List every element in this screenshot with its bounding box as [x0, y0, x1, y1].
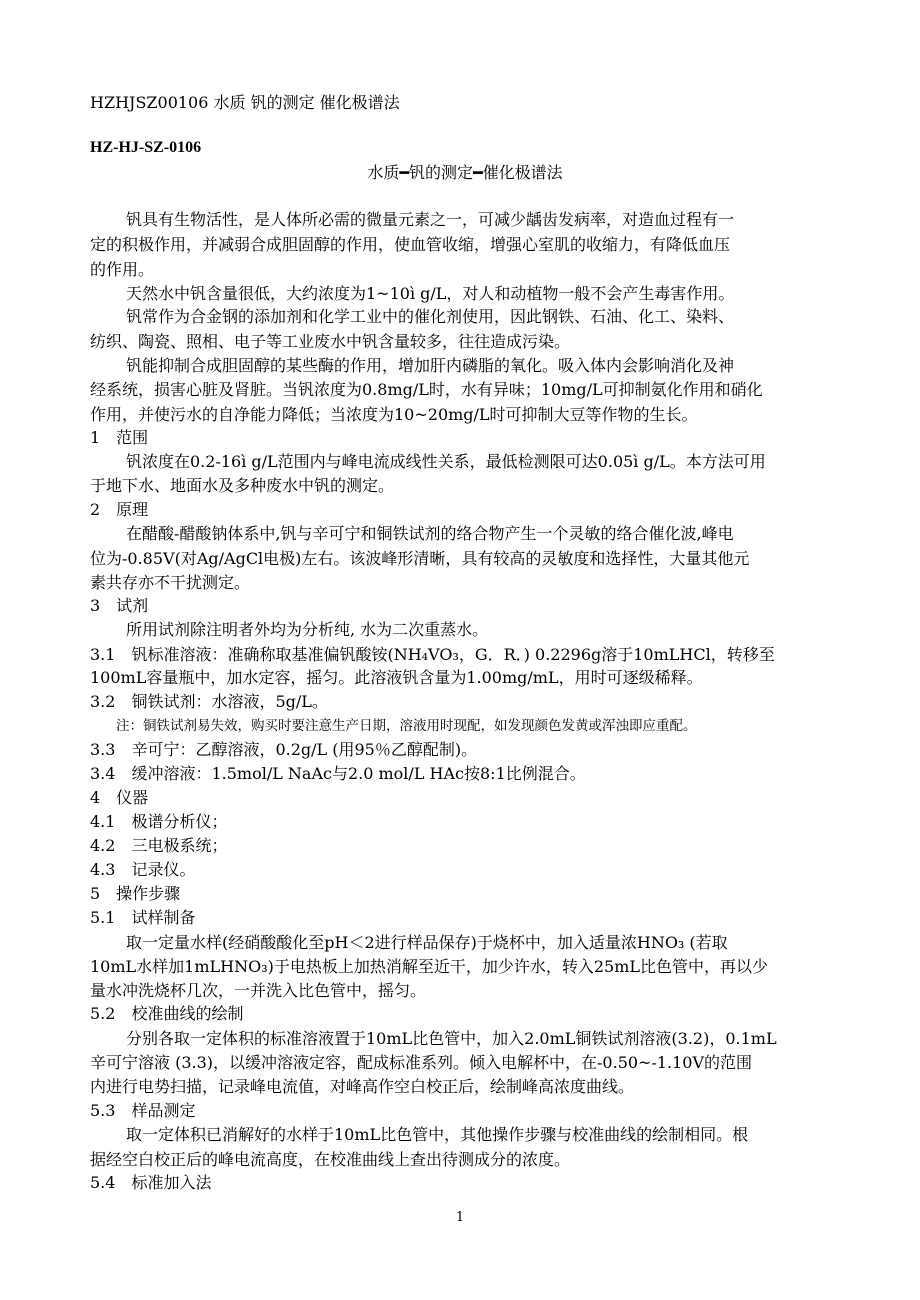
- paragraph-line: 定的积极作用，并减弱合成胆固醇的作用，使血管收缩，增强心室肌的收缩力，有降低血压: [90, 235, 731, 254]
- list-item: 4.2 三电极系统；: [90, 836, 228, 855]
- paragraph-line: 3.2 铜铁试剂：水溶液，5g/L。: [90, 692, 328, 711]
- paragraph-line: 的作用。: [90, 260, 155, 279]
- document-header: HZHJSZ00106 水质 钒的测定 催化极谱法: [90, 93, 400, 112]
- paragraph-line: 3.3 辛可宁：乙醇溶液，0.2g/L (用95％乙醇配制)。: [90, 740, 478, 759]
- paragraph-line: 辛可宁溶液 (3.3)，以缓冲溶液定容，配成标准系列。倾入电解杯中，在-0.50~-1.10V的范围: [90, 1053, 753, 1072]
- paragraph-line: 取一定体积已消解好的水样于10mL比色管中，其他操作步骤与校准曲线的绘制相同。根: [126, 1125, 749, 1144]
- section-heading: 4 仪器: [90, 788, 149, 807]
- paragraph-line: 于地下水、地面水及多种废水中钒的测定。: [90, 476, 395, 495]
- list-item: 4.1 极谱分析仪；: [90, 812, 228, 831]
- paragraph-line: 位为-0.85V(对Ag/AgCl电极)左右。该波峰形清晰，具有较高的灵敏度和选择性，大量其他元: [90, 549, 750, 568]
- subsection-heading: 5.2 校准曲线的绘制: [90, 1004, 244, 1023]
- subsection-heading: 5.3 样品测定: [90, 1101, 196, 1120]
- paragraph-line: 据经空白校正后的峰电流高度，在校准曲线上查出待测成分的浓度。: [90, 1150, 571, 1169]
- paragraph-line: 纺织、陶瓷、照相、电子等工业废水中钒含量较多，往往造成污染。: [90, 332, 571, 351]
- paragraph-line: 分别各取一定体积的标准溶液置于10mL比色管中，加入2.0mL铜铁试剂溶液(3.2)，0.1mL: [126, 1029, 777, 1048]
- paragraph-line: 作用，并使污水的自净能力降低；当浓度为10~20mg/L时可抑制大豆等作物的生长。: [90, 405, 698, 424]
- section-heading: 2 原理: [90, 500, 149, 519]
- paragraph-line: 取一定量水样(经硝酸酸化至pH＜2进行样品保存)于烧杯中，加入适量浓HNO₃ (若取: [126, 933, 728, 952]
- section-heading: 1 范围: [90, 428, 149, 447]
- subsection-heading: 5.4 标准加入法: [90, 1173, 212, 1192]
- paragraph-line: 所用试剂除注明者外均为分析纯, 水为二次重蒸水。: [126, 620, 489, 639]
- paragraph-line: 经系统，损害心脏及肾脏。当钒浓度为0.8mg/L时，水有异味；10mg/L可抑制氨化作用和硝化: [90, 380, 763, 399]
- paragraph-line: 3.4 缓冲溶液：1.5mol/L NaAc与2.0 mol/L HAc按8:1比例混合。: [90, 764, 586, 783]
- paragraph-line: 100mL容量瓶中，加水定容，摇匀。此溶液钒含量为1.00mg/mL，用时可逐级稀释。: [90, 668, 703, 687]
- paragraph-line: 钒能抑制合成胆固醇的某些酶的作用，增加肝内磷脂的氧化。吸入体内会影响消化及神: [126, 356, 735, 375]
- paragraph-line: 量水冲洗烧杯几次，一并洗入比色管中，摇匀。: [90, 981, 427, 1000]
- paragraph-line: 素共存亦不干扰测定。: [90, 573, 251, 592]
- paragraph-line: 10mL水样加1mLHNO₃)于电热板上加热消解至近干，加少许水，转入25mL比色管中，再以少: [90, 957, 769, 976]
- paragraph-line: 钒常作为合金钢的添加剂和化学工业中的催化剂使用，因此钢铁、石油、化工、染料、: [126, 307, 735, 326]
- paragraph-line: 在醋酸-醋酸钠体系中,钒与辛可宁和铜铁试剂的络合物产生一个灵敏的络合催化波,峰电: [126, 524, 734, 543]
- paragraph-line: 天然水中钒含量很低，大约浓度为1~10ì g/L，对人和动植物一般不会产生毒害作用。: [126, 284, 735, 303]
- section-heading: 5 操作步骤: [90, 884, 181, 903]
- document-code: HZ-HJ-SZ-0106: [90, 139, 202, 156]
- subsection-heading: 5.1 试样制备: [90, 908, 196, 927]
- paragraph-line: 3.1 钒标准溶液：准确称取基准偏钒酸铵(NH₄VO₃，G．R．) 0.2296g溶于10mLHCl，转移至: [90, 645, 775, 664]
- page-number: 1: [455, 1210, 465, 1225]
- note-line: 注：铜铁试剂易失效，购买时要注意生产日期，溶液用时现配，如发现颜色发黄或浑浊即应重配。: [116, 718, 697, 734]
- list-item: 4.3 记录仪。: [90, 860, 196, 879]
- paragraph-line: 内进行电势扫描，记录峰电流值，对峰高作空白校正后，绘制峰高浓度曲线。: [90, 1077, 635, 1096]
- document-title: 水质━钒的测定━催化极谱法: [367, 163, 563, 182]
- section-heading: 3 试剂: [90, 596, 149, 615]
- paragraph-line: 钒浓度在0.2-16ì g/L范围内与峰电流成线性关系，最低检测限可达0.05ì g/L。本方法可用: [126, 452, 766, 471]
- paragraph-line: 钒具有生物活性，是人体所必需的微量元素之一，可减少龋齿发病率，对造血过程有一: [126, 210, 735, 229]
